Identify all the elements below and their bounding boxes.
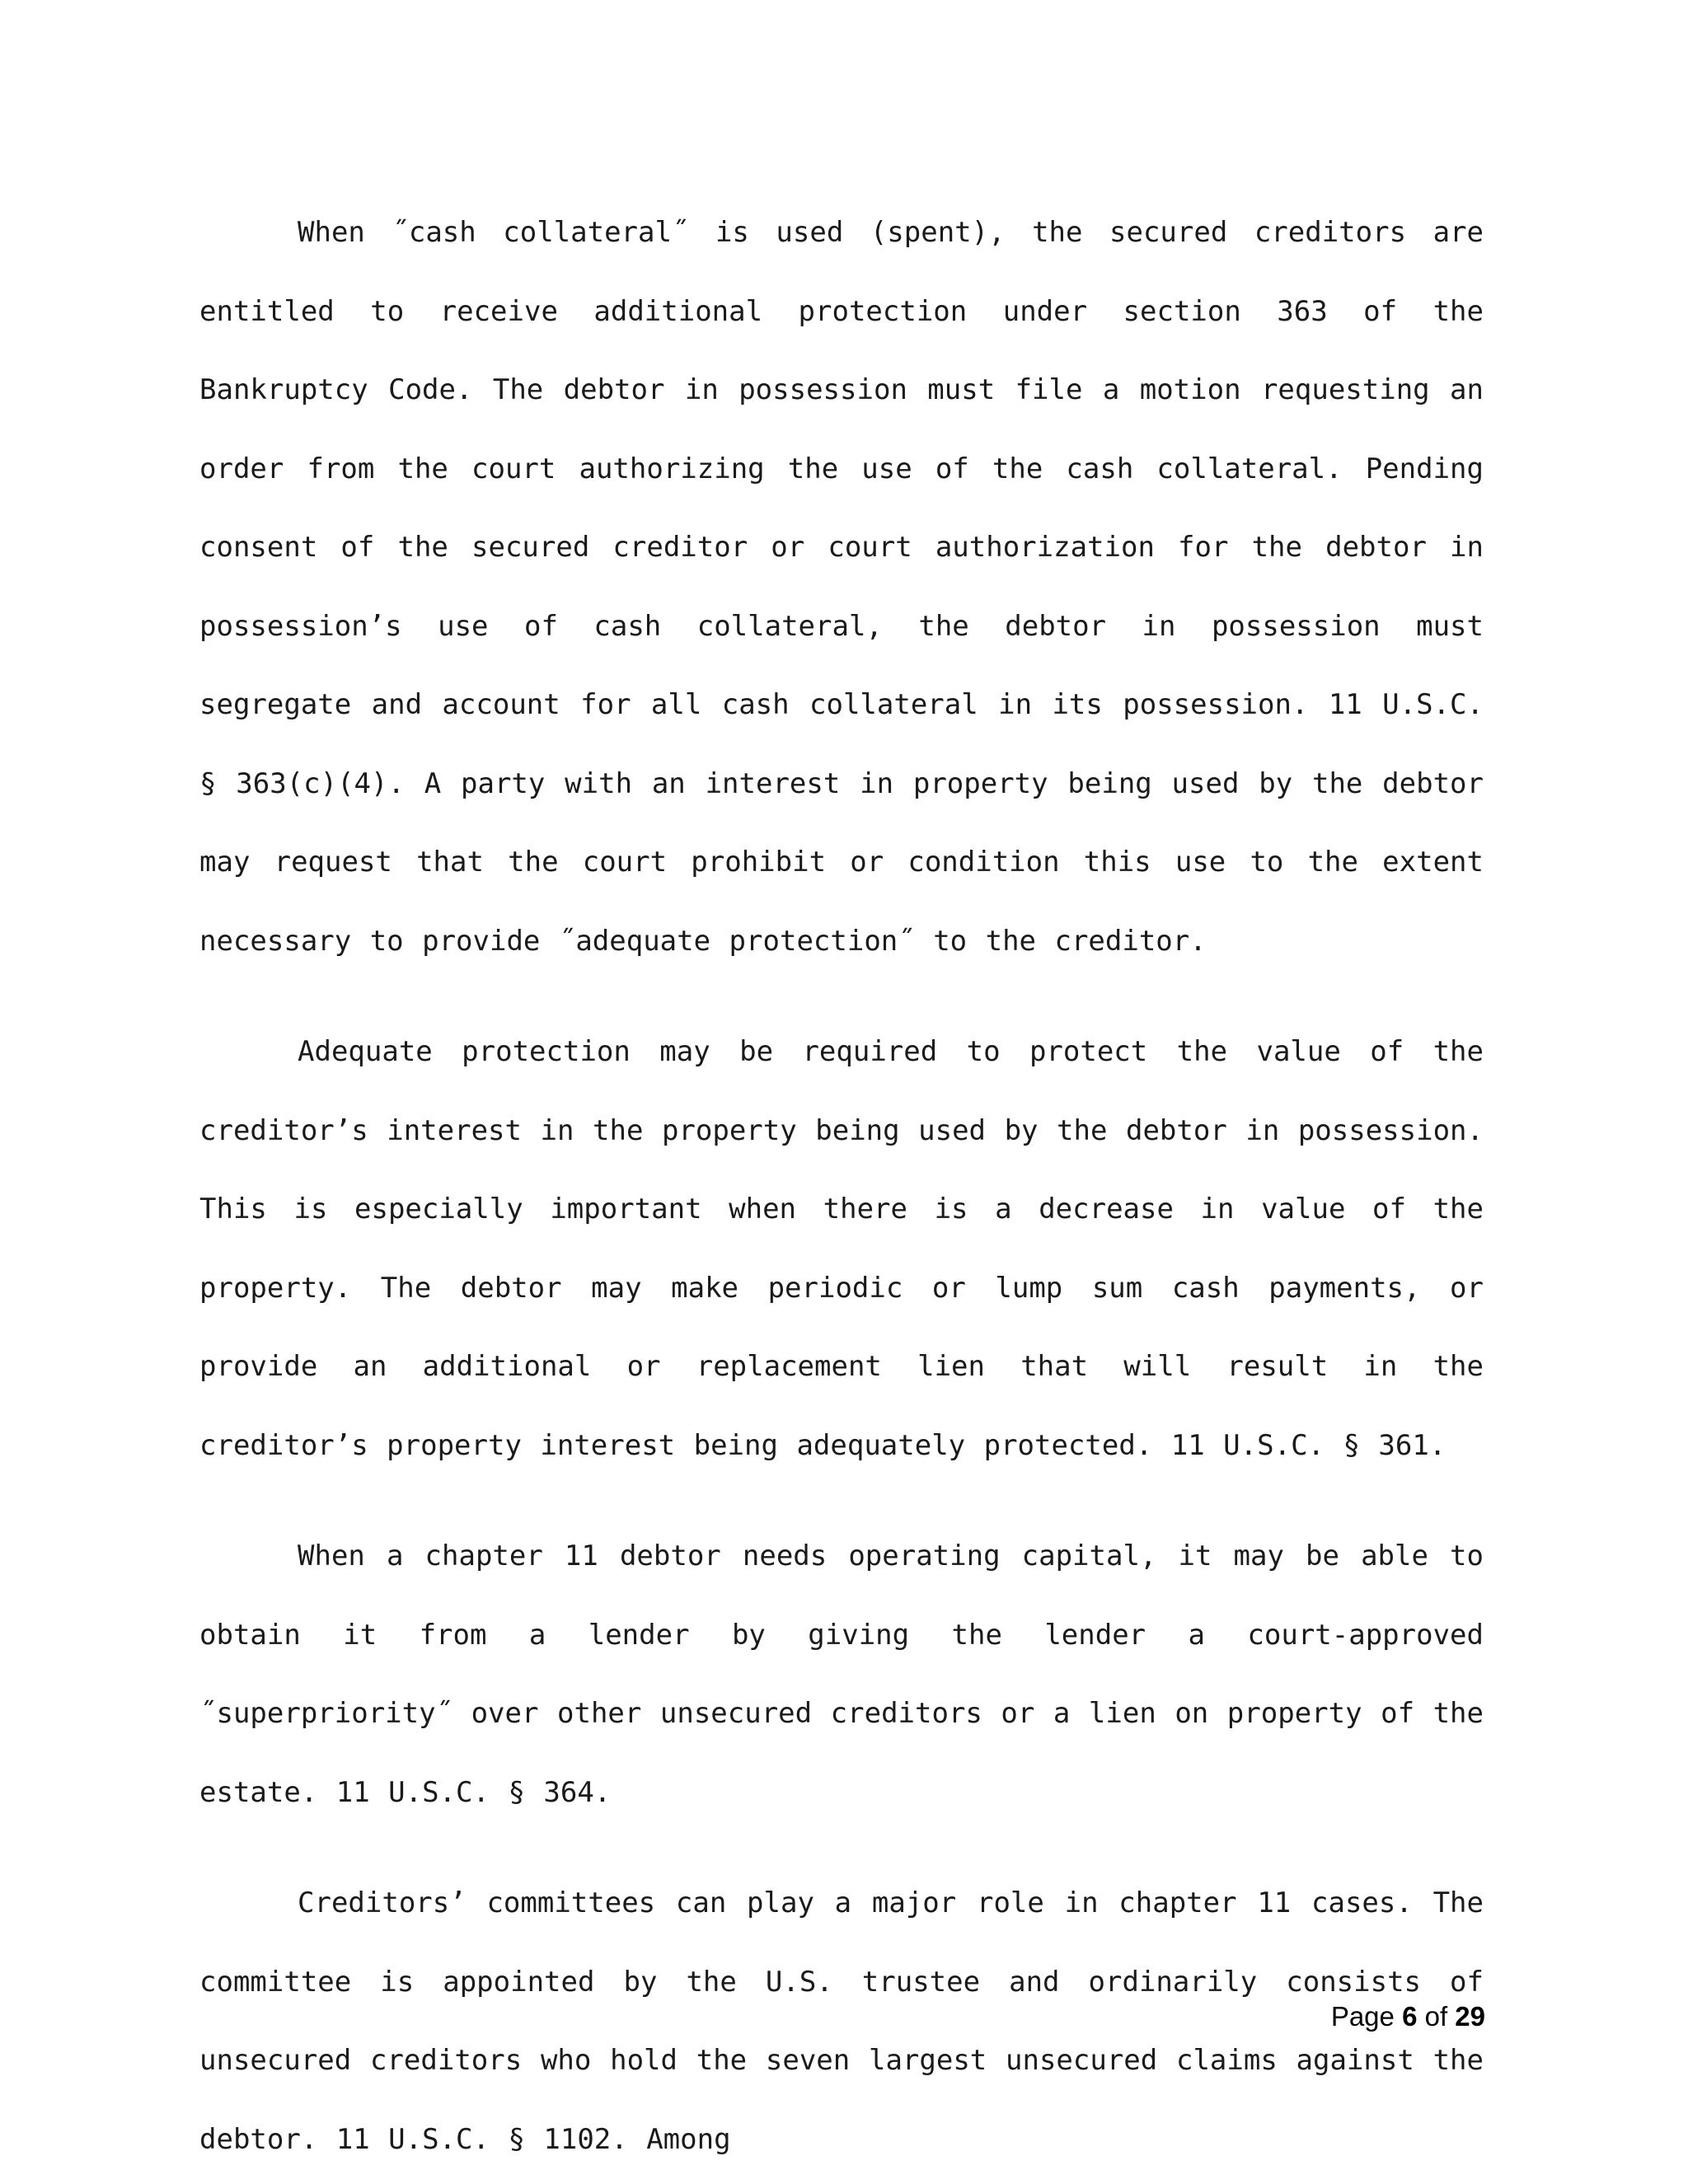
page-number-prefix: Page [1330, 2001, 1403, 2032]
paragraph-adequate-protection: Adequate protection may be required to protect the value of the creditor’s interest in the property being used by the debtor in possession. This is especially important when there is a decrease in value of the property. The debtor may make periodic or lump sum cash payments, or provide an additional or replacement lien that will result in the creditor’s property interest being adequately protected. 11 U.S.C. § 361. [199, 1035, 1484, 1462]
page-number-current: 6 [1402, 2001, 1418, 2032]
page-number [1331, 2001, 1485, 2032]
paragraph-operating-capital: When a chapter 11 debtor needs operating capital, it may be able to obtain it from a lender by giving the lender a court-approved ˝superpriority˝ over other unsecured creditors or a lien on property of the estate. 11 U.S.C. § 364. [199, 1540, 1484, 1809]
document-body [199, 194, 1484, 2179]
paragraph-cash-collateral: When ˝cash collateral˝ is used (spent), the secured creditors are entitled to receive additional protection under section 363 of the Bankruptcy Code. The debtor in possession must file a motion requesting an order from the court authorizing the use of the cash collateral. Pending consent of the secured creditor or court authorization for the debtor in possession’s use of cash collateral, the debtor in possession must segregate and account for all cash collateral in its possession. 11 U.S.C. § 363(c)(4). A party with an interest in property being used by the debtor may request that the court prohibit or condition this use to the extent necessary to provide ˝adequate protection˝ to the creditor. [199, 216, 1484, 958]
page-number-of: of [1417, 2001, 1456, 2032]
page-number-total: 29 [1455, 2001, 1485, 2032]
paragraph-creditors-committees: Creditors’ committees can play a major role in chapter 11 cases. The committee is appointed by the U.S. trustee and ordinarily consists of unsecured creditors who hold the seven largest unsecured claims against the debtor. 11 U.S.C. § 1102. Among [199, 1886, 1484, 2156]
